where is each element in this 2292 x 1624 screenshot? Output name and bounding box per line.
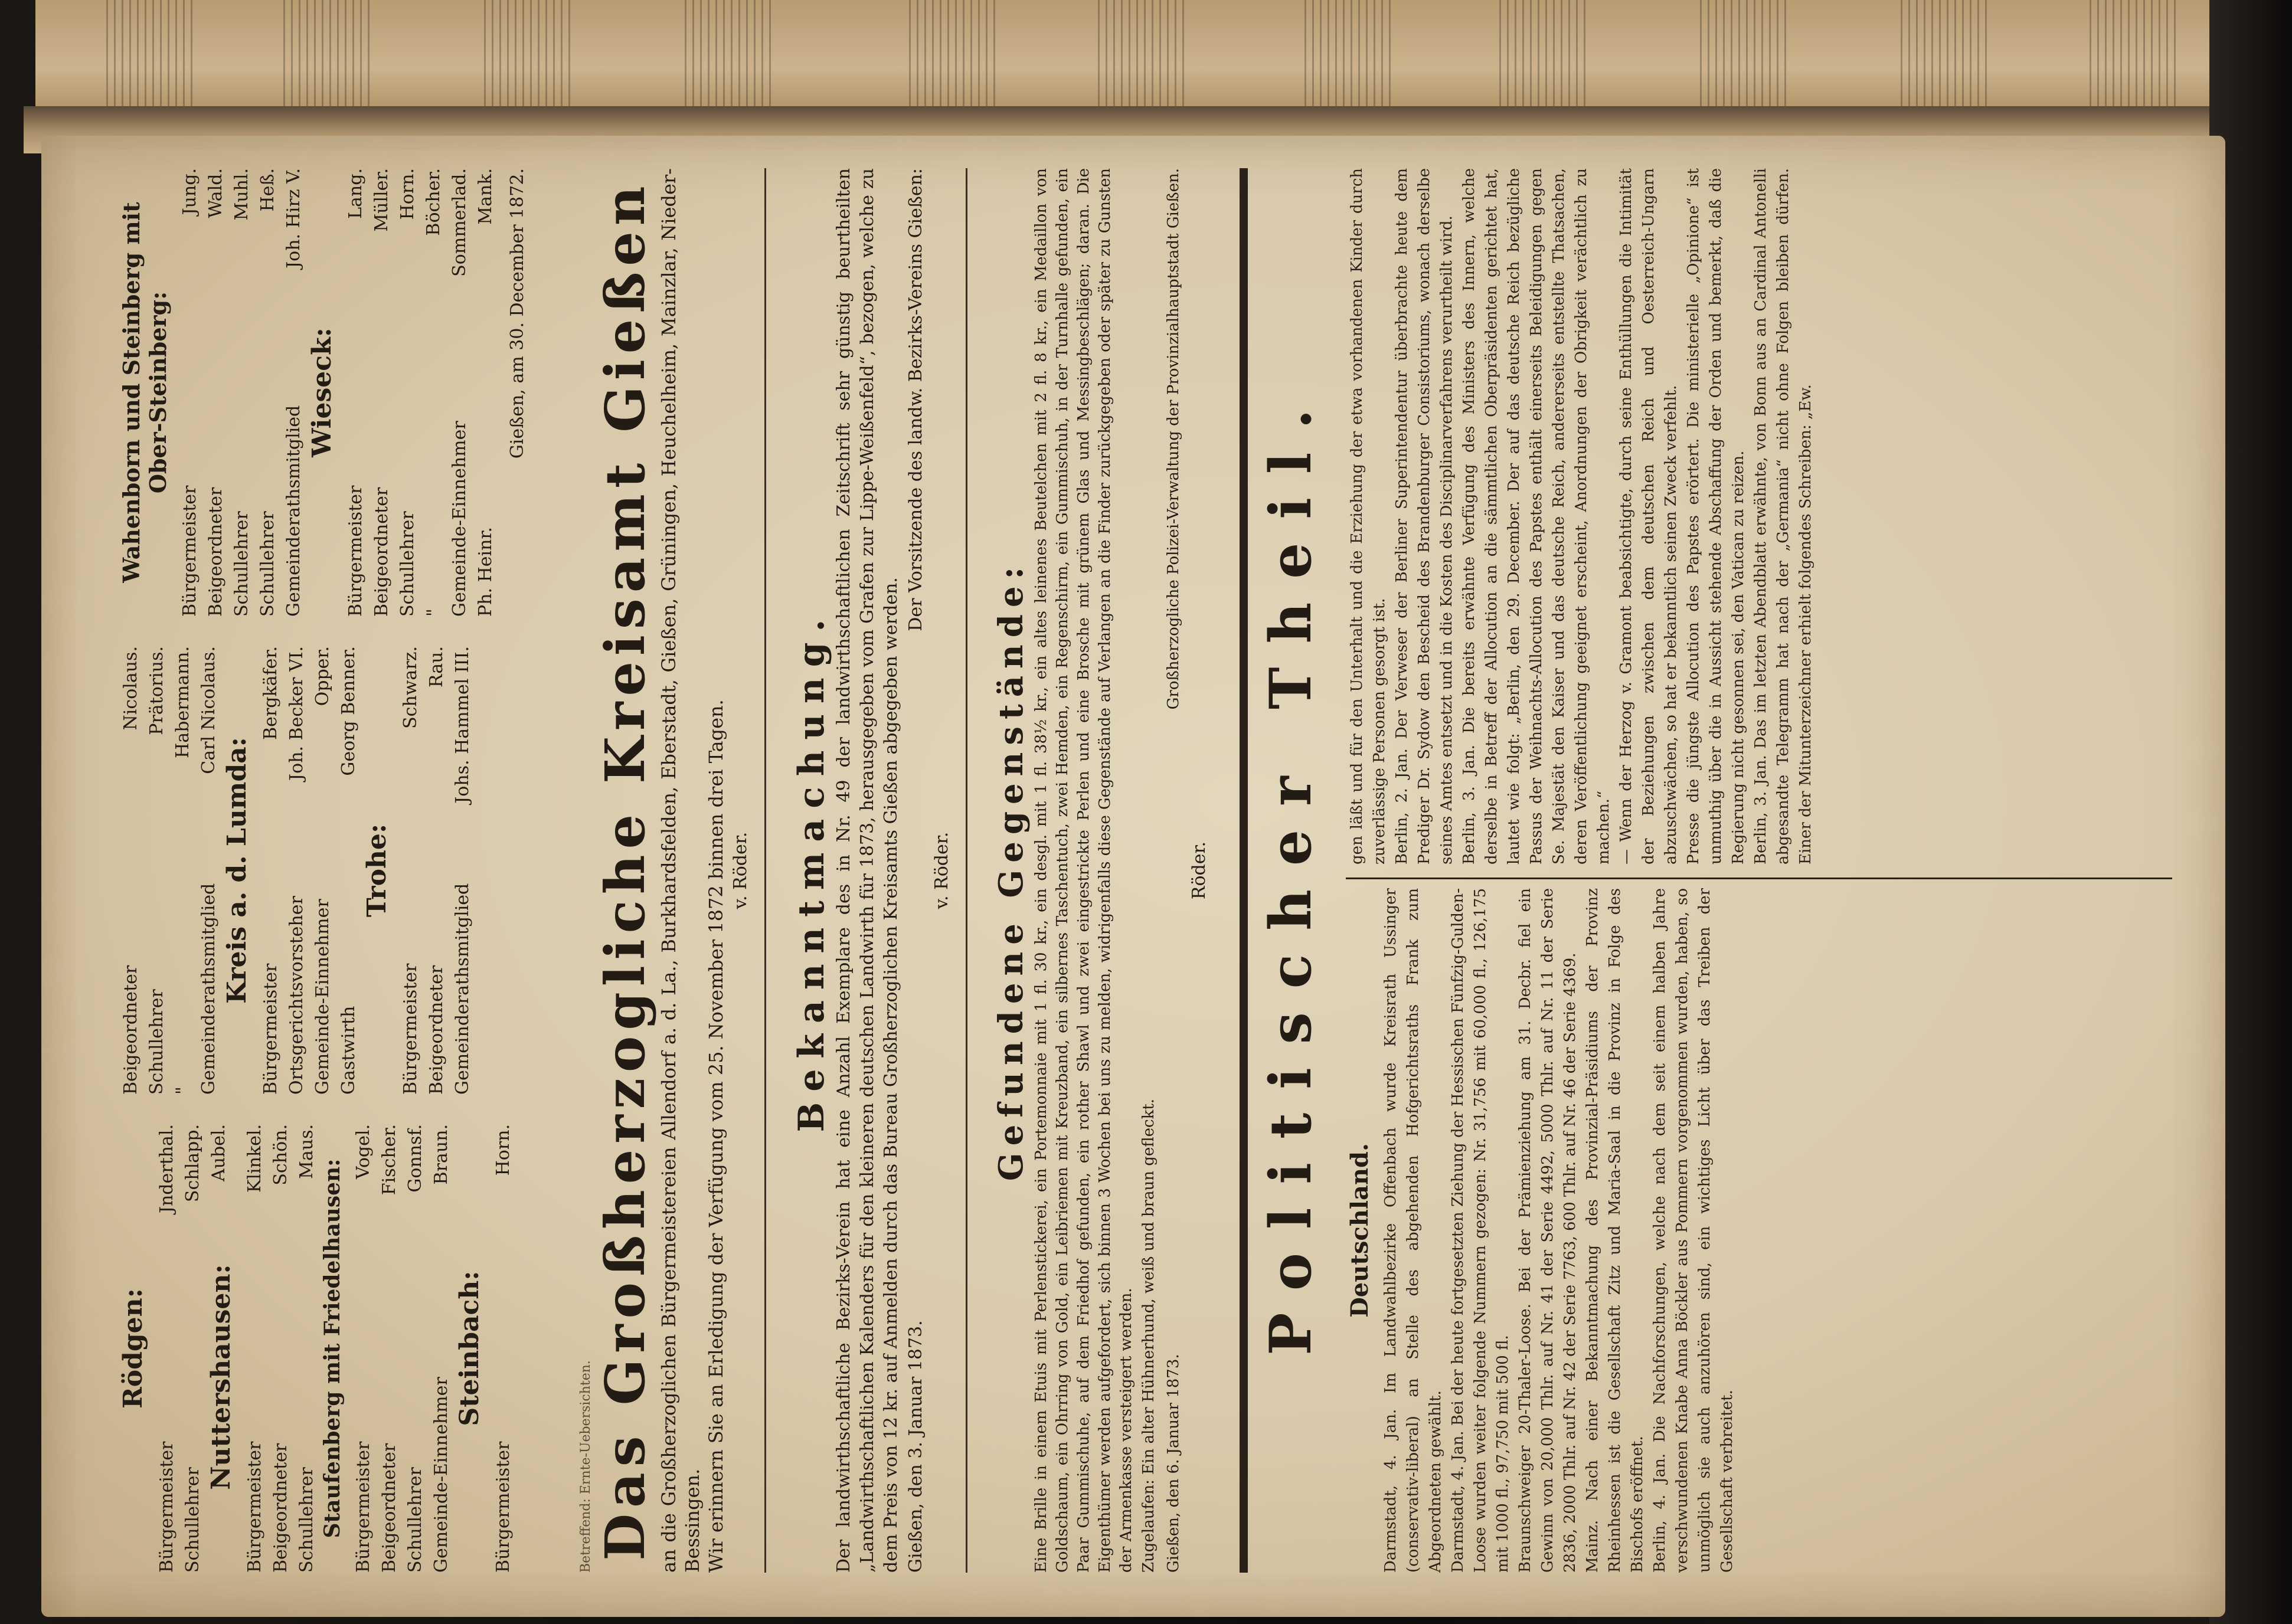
news-paragraph: Presse die jüngste Allocution des Papstes erörtert. Die ministerielle „Opinione“ ist unmuthig über die in Aussicht stehende Abschaffung der Orden und bemerkt, daß die Regierung nicht gesonnen sei, den Vatican zu reizen. (1685, 168, 1747, 865)
member-line: Bürgermeister Vogel. (353, 1124, 374, 1573)
notice-title: Gefundene Gegenstände: (992, 559, 1031, 1181)
member-line: Schullehrer Heß. (257, 168, 278, 617)
district-heading: Staufenberg mit Friedelhausen: (320, 1158, 345, 1538)
notice-announcement (791, 168, 978, 1573)
news-paragraph: — Wenn der Herzog v. Gramont beabsichtigte, durch seine Enthüllungen die Intimität der Beziehungen zwischen dem deutschen Reich und Oesterreich-Ungarn abzuschwächen, so hat er bekanntlich seinen Zweck verfehlt. (1617, 168, 1680, 865)
divider (966, 168, 967, 1573)
notice-lost-item: Zugelaufen: Ein alter Hühnerhund, weiß und braun gefleckt. (1140, 1098, 1158, 1573)
notice-title: Das Großherzogliche Kreisamt Gießen (593, 180, 657, 1561)
notice-dateline: Gießen, den 3. Januar 1873. Der Vorsitzende des landw. Bezirks-Vereins Gießen: (905, 168, 926, 1573)
news-paragraph: Berlin, 3. Jan. Das im letzten Abendblatt erwähnte, von Bonn aus an Cardinal Antonelli abgesandte Telegramm hat nach der „Germania“ nicht ohne Folgen bleiben dürfen. Einer der Mitunterzeichner erhielt folgendes Schreiben: „Ew. (1752, 168, 1814, 865)
rotated-sheet (83, 145, 2184, 1608)
notice-signature: v. Röder. (730, 831, 751, 909)
member-line: Ortsgerichtsvorsteher Joh. Becker VI. (286, 646, 307, 1095)
news-paragraph: Mainz. Nach einer Bekanntmachung des Provinzial-Präsidiums der Provinz Rheinhessen ist die Gesellschaft Zitz und Maria-Saal in die Provinz in Folge des Bischofs eröffnet. (1584, 888, 1646, 1573)
news-paragraph: Berlin, 4. Jan. Die Nachforschungen, welche nach dem seit einem halben Jahre verschwundenen Knabe Anna Böckler aus Pommern vorgenommen wurden, haben, so unmöglich sie auch anzuhören sind, ein wichtiges Licht über das Treiben der Gesellschaft verbreitet. (1651, 888, 1736, 1573)
committee-column-right (118, 168, 531, 617)
notice-found-items (992, 168, 1212, 1573)
member-line: Gemeinde-Einnehmer Sommerlad. (449, 168, 470, 617)
political-column-left (1346, 888, 1738, 1573)
member-line: Beigeordneter Wald. (205, 168, 226, 617)
district-heading: Wahenborn und Steinberg mit Ober-Steinberg: (118, 202, 171, 583)
news-paragraph: Darmstadt, 4. Jan. Bei der heute fortgesetzten Ziehung der Hessischen Fünfzig-Gulden-Loose wurden weiter folgende Nummern gezogen: Nr. 31,756 mit 60,000 fl., 126,175 mit 1000 fl., 97,750 mit 500 fl. (1449, 888, 1512, 1573)
member-line: Gemeinde-Einnehmer Opper. (312, 646, 333, 1095)
member-line: " Habermann. (172, 646, 193, 1095)
member-line: Gastwirth Georg Benner. (338, 646, 359, 1095)
notice-addressees: an die Großherzoglichen Bürgermeistereien Allendorf a. d. La., Burkhardsfelden, Eberstadt, Gießen, Grüningen, Heuchelheim, Mainzlar, Nieder-Bessingen. (658, 168, 704, 1573)
member-line: Schullehrer Prätorius. (146, 646, 167, 1095)
political-section (1257, 168, 1324, 1573)
notice-title: Bekanntmachung. (791, 608, 832, 1132)
member-line: Schullehrer Muhl. (231, 168, 252, 617)
member-line: Bürgermeister Lang. (345, 168, 366, 617)
member-line: Gemeinde-Einnehmer Braun. (431, 1124, 452, 1573)
district-heading: Kreis a. d. Lumda: (222, 737, 252, 1004)
news-paragraph: Darmstadt, 4. Jan. Im Landwahlbezirke Offenbach wurde Kreisrath Ussinger (conservativ-liberal) an Stelle des abgehenden Hofgerichtsraths Frank zum Abgeordneten gewählt. (1382, 888, 1444, 1573)
notice-text: Wir erinnern Sie an Erledigung der Verfügung vom 25. November 1872 binnen drei Tagen. (705, 699, 727, 1573)
member-line: Schullehrer Gonnsf. (405, 1124, 426, 1573)
member-line: Gemeinderathsmitglied Johs. Hammel III. (452, 646, 473, 1095)
notice-crop-reports (578, 168, 777, 1573)
notice-signature: v. Röder. (931, 831, 952, 909)
notice-subject: Betreffend: Ernte-Uebersichten. (578, 1360, 593, 1573)
district-heading: Steinbach: (455, 1271, 485, 1426)
committee-column-left: Rödgen: Bürgermeister Jnderthal. Schullehrer Schlapp. Aubel. Nuttershausen: Bürgermeister Klinkel. Beigeordneter Schön. Schullehrer Maus. Staufenberg mit Friedelhausen: Bürgermeister Vogel. Beigeordneter Fischer. Schullehrer Gonnsf. Gemeinde-Einnehmer Braun. Steinbach: Bürgermeister Horn. (118, 1124, 516, 1573)
district-heading: Rödgen: (118, 1288, 148, 1409)
member-line: Beigeordneter Müller. (371, 168, 392, 617)
member-line: Bürgermeister Horn. (493, 1124, 514, 1573)
news-paragraph: gen läßt und für den Unterhalt und die Erziehung der etwa vorhandenen Kinder durch zuverlässige Personen gesorgt ist. (1348, 168, 1388, 865)
member-line: Bürgermeister Jnderthal. (156, 1124, 177, 1573)
section-rule (1240, 168, 1248, 1573)
member-line: Beigeordneter Rau. (426, 646, 447, 1095)
district-heading: Nuttershausen: (206, 1264, 236, 1490)
dateline: Gießen, am 30. December 1872. (507, 168, 528, 459)
notice-signature: Röder. (1189, 841, 1209, 900)
member-line: Beigeordneter Fischer. (379, 1124, 400, 1573)
district-heading: Trohe: (362, 823, 392, 918)
notice-text: Eine Brille in einem Etuis mit Perlenstickerei, ein Portemonnaie mit 1 fl. 30 kr., ein desgl. mit 1 fl. 38½ kr., ein altes leinenes Beutelchen mit 2 fl. 8 kr., ein Medaillon von Goldschaum, ein Ohrring von Gold, ein Leibriemen mit Kreuzband, ein silbernes Taschentuch, zwei Hemden, ein Regenschirm, ein Gummischuh, in der Turnhalle gefunden, ein Paar Gummischuhe, auf dem Friedhof gefunden, ein rother Shawl und zwei eingestrickte Perlen und eine Brosche mit grünem Glas und Messingbeschlägen; daran. Die Eigenthümer werden aufgefordert, sich binnen 3 Wochen bei uns zu melden, widrigenfalls diese Gegenstände auf Verlangen an die Finder zurückgegeben oder später zu Gunsten der Armenkasse versteigert werden. (1032, 168, 1135, 1573)
column-divider (1346, 878, 2172, 879)
country-heading: Deutschland. (1346, 1143, 1374, 1318)
committee-column-middle (118, 646, 476, 1095)
member-line: Bürgermeister Klinkel. (244, 1124, 265, 1573)
member-line: Bürgermeister Schwarz. (400, 646, 421, 1095)
member-line: Bürgermeister Bergkäfer. (260, 646, 281, 1095)
member-line: " Böcher. (423, 168, 444, 617)
previous-page-edge (35, 0, 2219, 114)
member-line: Gemeinderathsmitglied Joh. Hirz V. (283, 168, 304, 617)
newspaper-page (41, 136, 2225, 1617)
news-paragraph: Berlin, 2. Jan. Der Verweser der Berliner Superintendentur überbrachte heute dem Prediger Dr. Sydow den Bescheid des Brandenburger Consistoriums, wonach derselbe seines Amtes entsetzt und in die Kosten des Disciplinarverfahrens verurtheilt wird. (1393, 168, 1456, 865)
notice-text: Der landwirthschaftliche Bezirks-Verein hat eine Anzahl Exemplare des in Nr. 49 der landwirthschaftlichen Zeitschrift sehr günstig beurtheilten „Landwirthschaftlichen Kalenders für den kleineren deutschen Landwirth für 1873, herausgegeben vom Grafen zur Lippe-Weißenfeld“, bezogen, welche zu dem Preis von 12 kr. auf Anmelden durch das Bureau Großherzoglichen Kreisamts Gießen abgegeben werden. (833, 168, 901, 1573)
divider (764, 168, 766, 1573)
member-line: Bürgermeister Jung. (179, 168, 200, 617)
member-line: Beigeordneter Schön. (270, 1124, 291, 1573)
member-line: Beigeordneter Nicolaus. (120, 646, 141, 1095)
member-line: Gemeinderathsmitglied Carl Nicolaus. (198, 646, 219, 1095)
member-line: Ph. Heinr. Mank. (475, 168, 496, 617)
news-paragraph: Braunschweiger 20-Thaler-Loose. Bei der Prämienziehung am 31. Decbr. fiel ein Gewinn von 20,000 Thlr. auf Nr. 41 der Serie 4492, 5000 Thlr. auf Nr. 11 der Serie 2836, 2000 Thlr. auf Nr. 42 der Serie 7763, 600 Thlr. auf Nr. 46 der Serie 4369. (1516, 888, 1579, 1573)
news-paragraph: Berlin, 3. Jan. Die bereits erwähnte Verfügung des Ministers des Innern, welche derselbe in Betreff der Allocution an die sämmtlichen Oberpräsidenten gerichtet hat, lautet wie folgt: „Berlin, den 29. December. Der auf das deutsche Reich bezügliche Passus der Weihnachts-Allocution des Papstes enthält einerseits Beleidigungen gegen Se. Majestät den Kaiser und das deutsche Reich, andererseits entstellte Thatsachen, deren Veröffentlichung geeignet erscheint, Anordnungen der Obrigkeit verächtlich zu machen.“ (1460, 168, 1613, 865)
member-line: Schullehrer Maus. (296, 1124, 317, 1573)
member-line: Schullehrer Schlapp. (182, 1124, 203, 1573)
district-heading: Wieseck: (307, 328, 337, 457)
political-column-right (1346, 168, 1817, 865)
notice-dateline: Gießen, den 6. Januar 1873. Großherzogliche Polizei-Verwaltung der Provinzialhauptstadt Gießen. (1165, 168, 1182, 1573)
section-title: Politischer Theil. (1257, 385, 1324, 1355)
member-line: Schullehrer Horn. (397, 168, 418, 617)
